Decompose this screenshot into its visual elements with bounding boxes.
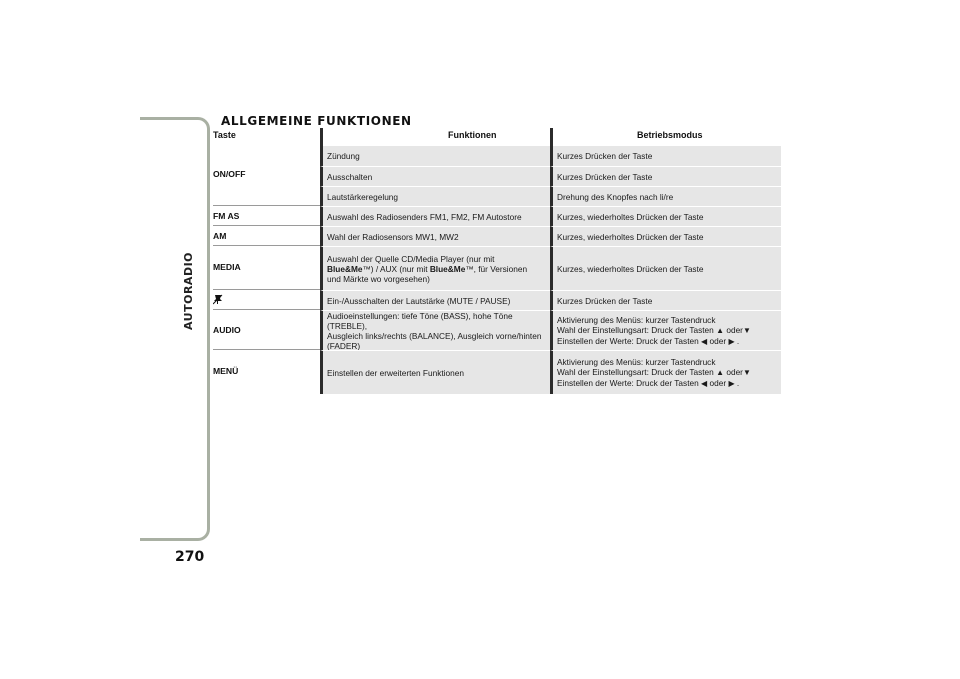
table-row	[213, 146, 781, 166]
arrow-up-icon: ▲	[716, 367, 725, 377]
table-row	[213, 246, 781, 290]
function-text: ™, für Versionen	[465, 263, 528, 274]
function-text: ™) / AUX (nur mit	[362, 263, 430, 274]
mode-text: Aktivierung des Menüs: kurzer Tastendruck	[557, 356, 716, 367]
function-text: Ausgleich links/rechts (BALANCE), Ausgleich vorne/hinten	[327, 330, 542, 341]
mode-cell	[550, 310, 781, 350]
key-am: AM	[213, 231, 227, 241]
function-cell	[320, 246, 550, 290]
header-divider	[320, 128, 323, 146]
function-cell: Ein-/Ausschalten der Lautstärke (MUTE / PAUSE)	[320, 290, 550, 310]
mode-text: .	[736, 335, 740, 346]
header-taste: Taste	[213, 130, 236, 140]
mode-cell: Kurzes, wiederholtes Drücken der Taste	[550, 226, 781, 246]
brand-text: Blue&Me	[327, 263, 363, 274]
brand-text: Blue&Me	[429, 263, 466, 274]
mode-cell	[550, 350, 781, 394]
mode-text: oder	[709, 377, 727, 388]
chapter-label: AUTORADIO	[182, 251, 195, 330]
table-row	[213, 186, 781, 206]
arrow-down-icon: ▼	[742, 325, 751, 335]
function-cell: Ausschalten	[320, 166, 550, 186]
header-betriebsmodus: Betriebsmodus	[637, 130, 703, 140]
arrow-right-icon: ▶	[728, 336, 735, 346]
mode-text: .	[736, 377, 740, 388]
table-row	[213, 206, 781, 226]
mode-text: Wahl der Einstellungsart: Druck der Tasten	[557, 366, 714, 377]
mode-text: Aktivierung des Menüs: kurzer Tastendruck	[557, 314, 716, 325]
page-number: 270	[175, 549, 205, 565]
key-audio: AUDIO	[213, 325, 241, 335]
mode-text: oder	[726, 366, 743, 377]
function-text: Auswahl der Quelle CD/Media Player (nur mit	[327, 253, 495, 264]
arrow-up-icon: ▲	[716, 325, 725, 335]
mode-text: oder	[709, 335, 727, 346]
function-cell: Wahl der Radiosensors MW1, MW2	[320, 226, 550, 246]
arrow-left-icon: ◀	[701, 336, 708, 346]
header-divider	[550, 128, 553, 146]
mode-cell: Kurzes Drücken der Taste	[550, 146, 781, 166]
mode-cell: Kurzes, wiederholtes Drücken der Taste	[550, 206, 781, 226]
function-text: Audioeinstellungen: tiefe Töne (BASS), hohe Töne (TREBLE),	[327, 310, 513, 331]
function-cell: Einstellen der erweiterten Funktionen	[320, 350, 550, 394]
key-media: MEDIA	[213, 262, 241, 272]
mode-cell: Kurzes Drücken der Taste	[550, 290, 781, 310]
mode-text: Einstellen der Werte: Druck der Tasten	[557, 335, 699, 346]
table-group-onoff	[213, 146, 781, 206]
function-text: (FADER)	[327, 340, 361, 351]
mode-text: Einstellen der Werte: Druck der Tasten	[557, 377, 699, 388]
mode-cell: Drehung des Knopfes nach li/re	[550, 186, 781, 206]
header-funktionen: Funktionen	[448, 130, 497, 140]
function-cell: Zündung	[320, 146, 550, 166]
mute-icon	[213, 294, 223, 305]
margin-bracket	[140, 117, 210, 541]
arrow-left-icon: ◀	[701, 378, 708, 388]
mode-cell: Kurzes Drücken der Taste	[550, 166, 781, 186]
mode-text: Wahl der Einstellungsart: Druck der Tasten	[557, 324, 714, 335]
key-fm-as: FM AS	[213, 211, 240, 221]
table-row	[213, 310, 781, 350]
function-cell	[320, 310, 550, 350]
arrow-down-icon: ▼	[742, 367, 751, 377]
table-row	[213, 226, 781, 246]
table-header	[213, 128, 781, 146]
table-row	[213, 350, 781, 394]
function-text: und Märkte wo vorgesehen)	[327, 273, 430, 284]
functions-table	[213, 128, 781, 394]
table-row	[213, 166, 781, 186]
mode-cell: Kurzes, wiederholtes Drücken der Taste	[550, 246, 781, 290]
key-onoff: ON/OFF	[213, 169, 246, 179]
key-menu: MENÜ	[213, 366, 239, 376]
function-cell: Auswahl des Radiosenders FM1, FM2, FM Autostore	[320, 206, 550, 226]
section-title: ALLGEMEINE FUNKTIONEN	[221, 114, 412, 128]
table-row	[213, 290, 781, 310]
arrow-right-icon: ▶	[728, 378, 735, 388]
mode-text: oder	[726, 324, 743, 335]
function-cell: Lautstärkeregelung	[320, 186, 550, 206]
